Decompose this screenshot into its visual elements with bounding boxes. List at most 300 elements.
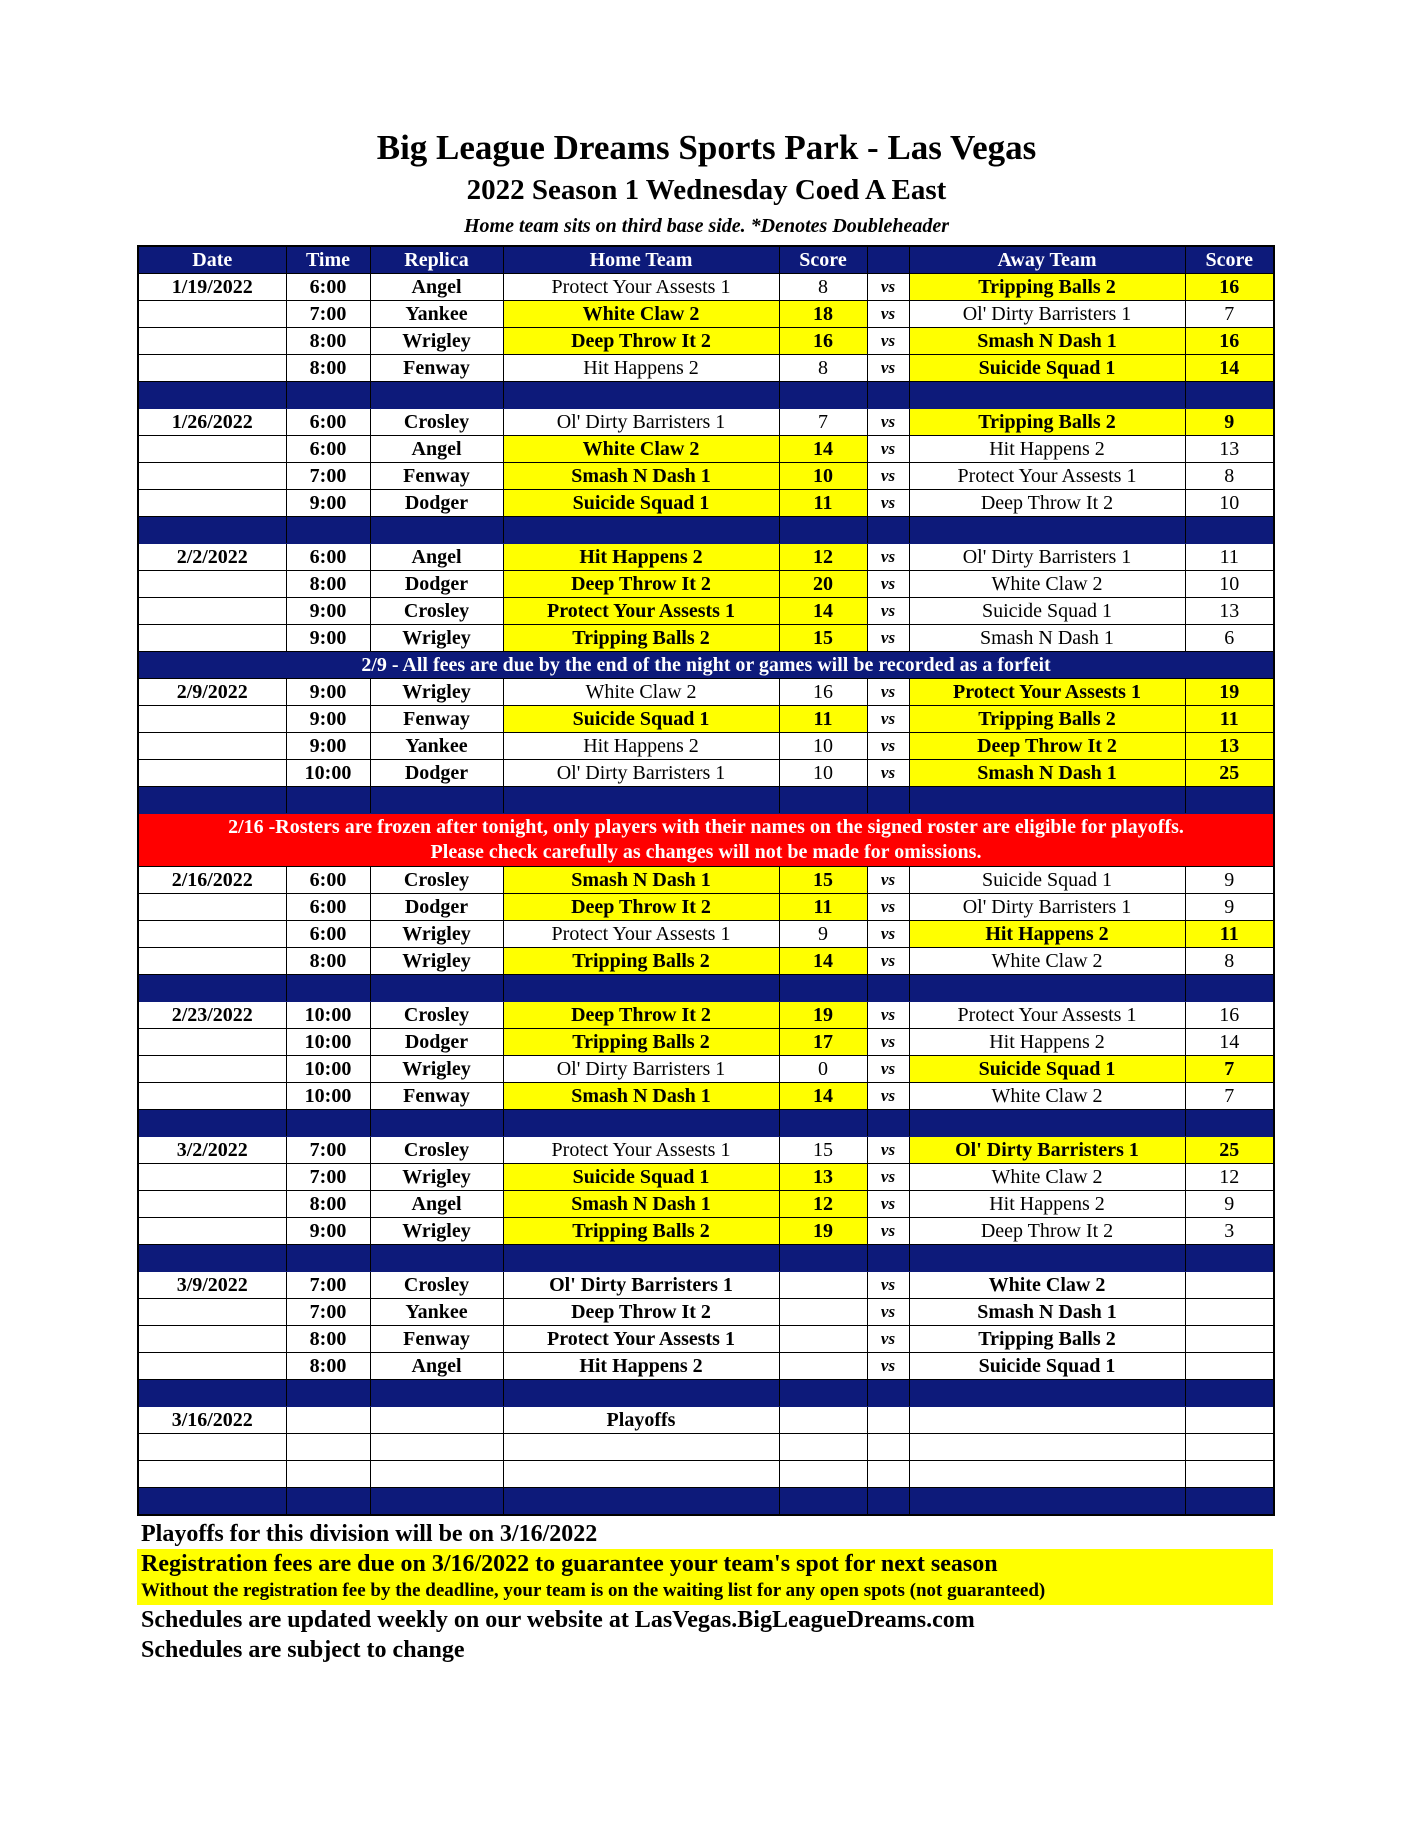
game-row [138,1002,1274,1029]
separator-cell [370,1380,503,1407]
vs-cell [867,1407,909,1434]
separator-cell [370,787,503,814]
game-field: Dodger [370,490,503,517]
game-row [138,571,1274,598]
away-score: 14 [1185,1029,1274,1056]
game-field: Wrigley [370,679,503,706]
game-field: Angel [370,436,503,463]
away-score: 13 [1185,598,1274,625]
separator-cell [1185,1380,1274,1407]
home-score: 11 [779,706,867,733]
home-team: White Claw 2 [503,679,779,706]
game-time: 10:00 [286,760,370,787]
separator-cell [286,1245,370,1272]
game-row [138,301,1274,328]
home-score [779,1272,867,1299]
away-team: Hit Happens 2 [909,1191,1185,1218]
home-score: 10 [779,760,867,787]
game-field: Wrigley [370,948,503,975]
game-row [138,598,1274,625]
separator-cell [867,1380,909,1407]
home-team: White Claw 2 [503,301,779,328]
separator-cell [909,382,1185,409]
website-text: Schedules are updated weekly on our website at LasVegas.BigLeagueDreams.com [141,1607,975,1633]
home-score: 19 [779,1218,867,1245]
game-field: Dodger [370,1029,503,1056]
col-header-date: Date [138,246,286,274]
blank-cell [867,1434,909,1461]
away-team: Deep Throw It 2 [909,733,1185,760]
col-header-away-team: Away Team [909,246,1185,274]
vs-label: vs [867,1272,909,1299]
separator-cell [1185,975,1274,1002]
away-score: 14 [1185,355,1274,382]
away-score: 9 [1185,409,1274,436]
game-date: 2/2/2022 [138,544,286,571]
game-field: Wrigley [370,328,503,355]
game-date [138,1083,286,1110]
home-team: Deep Throw It 2 [503,1299,779,1326]
home-team: Hit Happens 2 [503,733,779,760]
game-date: 1/19/2022 [138,274,286,301]
away-team: Tripping Balls 2 [909,706,1185,733]
home-score: 15 [779,1137,867,1164]
home-team: Deep Throw It 2 [503,1002,779,1029]
away-team: White Claw 2 [909,1272,1185,1299]
home-team: Deep Throw It 2 [503,328,779,355]
home-team: Ol' Dirty Barristers 1 [503,409,779,436]
game-date [138,1191,286,1218]
home-team: Protect Your Assests 1 [503,1326,779,1353]
game-date [138,1029,286,1056]
game-time: 6:00 [286,274,370,301]
separator-cell [1185,382,1274,409]
home-score: 16 [779,328,867,355]
game-date [138,328,286,355]
vs-label: vs [867,1326,909,1353]
away-score: 6 [1185,625,1274,652]
home-score: 11 [779,490,867,517]
separator-cell [867,517,909,544]
blank-row [138,1461,1274,1488]
game-row [138,355,1274,382]
game-date: 3/2/2022 [138,1137,286,1164]
game-time: 9:00 [286,598,370,625]
separator-cell [370,382,503,409]
game-time: 9:00 [286,625,370,652]
separator-cell [286,975,370,1002]
home-score: 18 [779,301,867,328]
separator-cell [779,1488,867,1516]
game-date [138,301,286,328]
vs-label: vs [867,625,909,652]
separator-cell [138,975,286,1002]
game-row [138,1056,1274,1083]
col-header-away-score: Score [1185,246,1274,274]
game-row [138,921,1274,948]
game-row [138,1164,1274,1191]
schedule-header-row [138,246,1274,274]
home-score: 8 [779,355,867,382]
away-score [1185,1299,1274,1326]
subject-to-change-text: Schedules are subject to change [141,1637,465,1663]
game-field: Crosley [370,409,503,436]
away-score: 19 [1185,679,1274,706]
blank-cell [370,1434,503,1461]
game-time: 6:00 [286,921,370,948]
game-field: Wrigley [370,625,503,652]
game-time: 8:00 [286,328,370,355]
game-date [138,1056,286,1083]
game-time: 10:00 [286,1056,370,1083]
vs-label: vs [867,679,909,706]
game-date [138,1353,286,1380]
away-team: Suicide Squad 1 [909,867,1185,894]
game-row [138,1191,1274,1218]
game-field: Angel [370,544,503,571]
away-score: 12 [1185,1164,1274,1191]
separator-cell [503,1380,779,1407]
separator-cell [138,1488,286,1516]
game-field: Crosley [370,1272,503,1299]
game-date [138,625,286,652]
blank-cell [1185,1434,1274,1461]
home-team: Ol' Dirty Barristers 1 [503,1056,779,1083]
game-time: 9:00 [286,733,370,760]
home-team: Tripping Balls 2 [503,948,779,975]
home-team: White Claw 2 [503,436,779,463]
separator-cell [503,1245,779,1272]
registration-notice [137,1549,1273,1605]
blank-cell [867,1461,909,1488]
game-time: 6:00 [286,436,370,463]
home-score: 14 [779,1083,867,1110]
game-row [138,490,1274,517]
game-field: Yankee [370,1299,503,1326]
game-time: 9:00 [286,706,370,733]
vs-label: vs [867,1056,909,1083]
game-time: 9:00 [286,679,370,706]
game-field: Angel [370,1353,503,1380]
week-separator-row [138,1380,1274,1407]
home-score: 15 [779,867,867,894]
home-team: Protect Your Assests 1 [503,1137,779,1164]
game-time: 10:00 [286,1002,370,1029]
home-score: 8 [779,274,867,301]
game-time: 8:00 [286,1191,370,1218]
away-team: Ol' Dirty Barristers 1 [909,544,1185,571]
game-time: 6:00 [286,894,370,921]
game-field: Dodger [370,571,503,598]
fees-notice-row [138,652,1274,679]
separator-cell [779,517,867,544]
home-team: Protect Your Assests 1 [503,598,779,625]
separator-cell [503,975,779,1002]
home-score: 12 [779,544,867,571]
playoffs-label: Playoffs [503,1407,779,1434]
game-date [138,598,286,625]
roster-alert-line1: 2/16 -Rosters are frozen after tonight, only players with their names on the signed roster are eligible for playoffs. [228,816,1184,838]
away-score: 9 [1185,867,1274,894]
separator-cell [370,975,503,1002]
separator-cell [138,787,286,814]
separator-cell [503,1110,779,1137]
home-score: 14 [779,436,867,463]
col-header-replica: Replica [370,246,503,274]
away-score: 10 [1185,571,1274,598]
game-time: 8:00 [286,571,370,598]
home-team: Smash N Dash 1 [503,867,779,894]
game-time: 9:00 [286,490,370,517]
game-field: Fenway [370,463,503,490]
vs-label: vs [867,706,909,733]
blank-cell [779,1461,867,1488]
vs-label: vs [867,490,909,517]
week-separator-row [138,382,1274,409]
away-team: Smash N Dash 1 [909,1299,1185,1326]
away-team: Hit Happens 2 [909,921,1185,948]
separator-cell [370,1245,503,1272]
away-score: 16 [1185,1002,1274,1029]
home-team: Tripping Balls 2 [503,1029,779,1056]
roster-alert-line2: Please check carefully as changes will not be made for omissions. [430,841,982,863]
vs-label: vs [867,1191,909,1218]
separator-cell [286,517,370,544]
separator-cell [503,517,779,544]
roster-alert-row [138,814,1274,867]
home-score: 19 [779,1002,867,1029]
home-team: Tripping Balls 2 [503,1218,779,1245]
roster-alert [138,814,1274,867]
game-row [138,625,1274,652]
away-score: 11 [1185,544,1274,571]
game-row [138,436,1274,463]
separator-cell [1185,1110,1274,1137]
away-team: Protect Your Assests 1 [909,679,1185,706]
schedule-body [138,274,1274,1516]
vs-label: vs [867,760,909,787]
game-date [138,1299,286,1326]
game-row [138,867,1274,894]
away-team: Hit Happens 2 [909,1029,1185,1056]
game-row [138,706,1274,733]
game-date [138,894,286,921]
home-score: 15 [779,625,867,652]
vs-label: vs [867,544,909,571]
home-score: 17 [779,1029,867,1056]
away-team: Suicide Squad 1 [909,355,1185,382]
game-date: 1/26/2022 [138,409,286,436]
away-score: 7 [1185,301,1274,328]
separator-cell [867,787,909,814]
home-score [779,1407,867,1434]
home-team: Hit Happens 2 [503,355,779,382]
away-score [1185,1407,1274,1434]
separator-cell [909,1110,1185,1137]
vs-label: vs [867,571,909,598]
game-row [138,1326,1274,1353]
away-team: Deep Throw It 2 [909,490,1185,517]
vs-label: vs [867,1029,909,1056]
away-team: White Claw 2 [909,571,1185,598]
separator-cell [370,517,503,544]
separator-cell [503,1488,779,1516]
separator-cell [909,1245,1185,1272]
home-team: Smash N Dash 1 [503,463,779,490]
away-team: Ol' Dirty Barristers 1 [909,1137,1185,1164]
week-separator-row [138,1245,1274,1272]
away-score: 11 [1185,706,1274,733]
game-row [138,679,1274,706]
game-row [138,328,1274,355]
game-date [138,948,286,975]
home-team: Smash N Dash 1 [503,1083,779,1110]
vs-label: vs [867,301,909,328]
home-score: 11 [779,894,867,921]
game-date: 2/16/2022 [138,867,286,894]
separator-cell [909,517,1185,544]
separator-cell [286,787,370,814]
game-date [138,760,286,787]
home-team: Tripping Balls 2 [503,625,779,652]
away-team: Suicide Squad 1 [909,598,1185,625]
separator-cell [909,1488,1185,1516]
separator-cell [867,975,909,1002]
away-team: White Claw 2 [909,948,1185,975]
away-team: Ol' Dirty Barristers 1 [909,894,1185,921]
away-team [909,1407,1185,1434]
separator-cell [138,382,286,409]
game-date [138,436,286,463]
game-date: 3/9/2022 [138,1272,286,1299]
separator-cell [867,1110,909,1137]
game-date: 2/9/2022 [138,679,286,706]
separator-cell [867,1488,909,1516]
playoff-row [138,1407,1274,1434]
vs-label: vs [867,894,909,921]
game-time [286,1407,370,1434]
separator-cell [370,1110,503,1137]
separator-cell [1185,787,1274,814]
game-field: Fenway [370,1326,503,1353]
col-header-home-team: Home Team [503,246,779,274]
game-field: Fenway [370,1083,503,1110]
game-field: Angel [370,274,503,301]
waiting-list-text: Without the registration fee by the deadline, your team is on the waiting list for any open spots (not guaranteed) [141,1580,1046,1601]
separator-cell [909,787,1185,814]
game-time: 10:00 [286,1029,370,1056]
blank-cell [286,1461,370,1488]
page-title: Big League Dreams Sports Park - Las Vegas [376,128,1037,167]
game-time: 6:00 [286,544,370,571]
vs-label: vs [867,1353,909,1380]
game-row [138,948,1274,975]
week-separator-row [138,1110,1274,1137]
game-date [138,1218,286,1245]
game-time: 9:00 [286,1218,370,1245]
week-separator-row [138,1488,1274,1516]
away-score: 25 [1185,760,1274,787]
week-separator-row [138,787,1274,814]
game-date: 2/23/2022 [138,1002,286,1029]
vs-label: vs [867,1083,909,1110]
separator-cell [909,975,1185,1002]
separator-cell [286,1110,370,1137]
home-score: 10 [779,733,867,760]
vs-label: vs [867,463,909,490]
home-team: Deep Throw It 2 [503,894,779,921]
game-time: 6:00 [286,867,370,894]
vs-label: vs [867,733,909,760]
blank-cell [503,1461,779,1488]
home-team: Suicide Squad 1 [503,706,779,733]
vs-label: vs [867,1002,909,1029]
game-field: Crosley [370,1002,503,1029]
blank-cell [909,1461,1185,1488]
away-score: 8 [1185,463,1274,490]
away-team: Protect Your Assests 1 [909,463,1185,490]
away-team: Suicide Squad 1 [909,1056,1185,1083]
separator-cell [779,1380,867,1407]
game-time: 8:00 [286,355,370,382]
away-team: Deep Throw It 2 [909,1218,1185,1245]
vs-label: vs [867,409,909,436]
game-field: Dodger [370,760,503,787]
blank-cell [909,1434,1185,1461]
home-team: Hit Happens 2 [503,544,779,571]
separator-cell [286,382,370,409]
home-score [779,1326,867,1353]
separator-cell [370,1488,503,1516]
away-score: 8 [1185,948,1274,975]
game-row [138,463,1274,490]
home-team: Smash N Dash 1 [503,1191,779,1218]
col-header-vs [867,246,909,274]
separator-cell [779,975,867,1002]
blank-cell [370,1461,503,1488]
game-row [138,409,1274,436]
col-header-time: Time [286,246,370,274]
away-score: 11 [1185,921,1274,948]
away-team: Hit Happens 2 [909,436,1185,463]
away-team: White Claw 2 [909,1083,1185,1110]
home-score: 7 [779,409,867,436]
vs-label: vs [867,921,909,948]
game-field: Angel [370,1191,503,1218]
home-team-note: Home team sits on third base side. *Denotes Doubleheader [464,215,949,237]
blank-row [138,1434,1274,1461]
game-date [138,921,286,948]
game-field: Crosley [370,867,503,894]
playoffs-date-text: Playoffs for this division will be on 3/16/2022 [141,1521,598,1547]
home-team: Deep Throw It 2 [503,571,779,598]
separator-cell [779,382,867,409]
blank-cell [286,1434,370,1461]
away-team: Smash N Dash 1 [909,625,1185,652]
week-separator-row [138,975,1274,1002]
away-score [1185,1326,1274,1353]
blank-cell [503,1434,779,1461]
away-team: Smash N Dash 1 [909,760,1185,787]
away-score: 13 [1185,436,1274,463]
fees-notice-text: 2/9 - All fees are due by the end of the night or games will be recorded as a forfeit [138,652,1274,679]
game-row [138,1137,1274,1164]
away-score: 16 [1185,274,1274,301]
separator-cell [1185,1488,1274,1516]
home-team: Suicide Squad 1 [503,490,779,517]
game-field: Wrigley [370,921,503,948]
game-field: Yankee [370,301,503,328]
